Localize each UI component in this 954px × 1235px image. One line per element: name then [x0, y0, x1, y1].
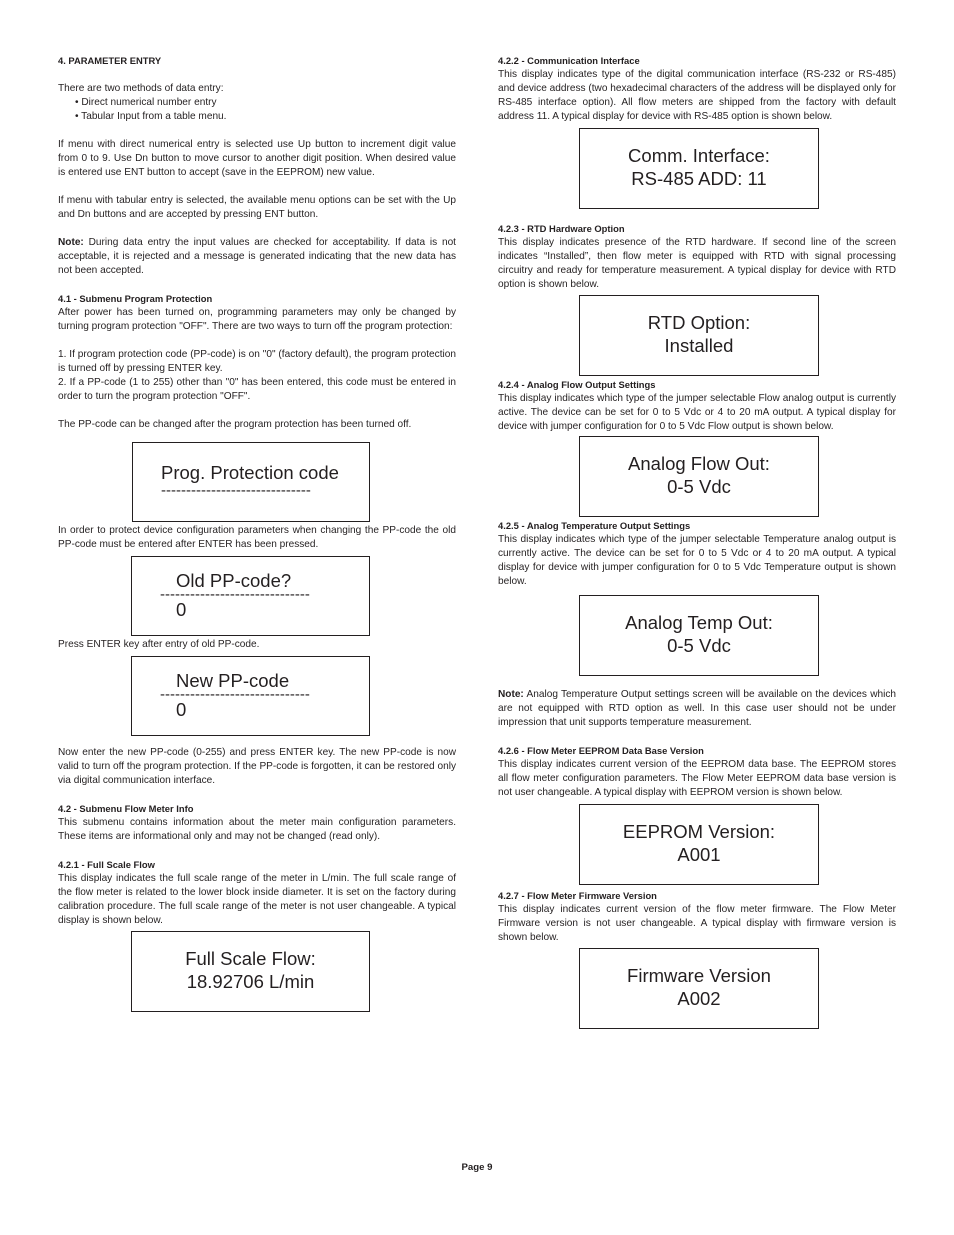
lcd-new-pp-code [131, 656, 370, 736]
paragraph-4-2: This submenu contains information about the meter main configuration parameters. These items are informational only and may not be changed (read only). [58, 817, 456, 842]
paragraph-old-pp-intro: In order to protect device configuration parameters when changing the PP-code the old PP-code must be entered after ENTER has been pressed. [58, 525, 456, 550]
lcd-dashes: ------------------------------ [160, 686, 310, 703]
note-paragraph-right [498, 688, 896, 730]
paragraph-4-2-2: This display indicates type of the digital communication interface (RS-232 or RS-485) and device address (two hexadecimal characters of the address will be displayed only for RS-485 interface option). All flow meters are shipped from the factory with default address 11. A typical display for device with RS-485 option is shown below. [498, 69, 896, 122]
lcd-line-2: Installed [664, 335, 734, 356]
lcd-line-2: 18.92706 L/min [186, 971, 315, 992]
paragraph-4-2-5: This display indicates which type of the jumper selectable Temperature analog output is currently active. The device can be set for 0 to 5 Vdc or 4 to 20 mA output. A typical display for device with jumper configuration for 0 to 5 Vdc Temperature output is shown below. [498, 534, 896, 587]
section-heading-4-2: 4.2 - Submenu Flow Meter Info [58, 803, 194, 814]
lcd-line-1: RTD Option: [647, 312, 751, 333]
right-column [498, 54, 896, 1029]
paragraph-4-1-c: 2. If a PP-code (1 to 255) other than "0" has been entered, this code must be entered in order to turn the program protection "OFF". [58, 377, 456, 402]
lcd-line-1: Analog Temp Out: [625, 612, 773, 633]
lcd-line-2: 0-5 Vdc [667, 476, 731, 497]
lcd-line-1: Comm. Interface: [628, 145, 770, 166]
lcd-rtd-option [579, 295, 819, 376]
section-heading-parameter-entry: 4. PARAMETER ENTRY [58, 55, 162, 66]
lcd-line-1: Analog Flow Out: [628, 453, 770, 474]
left-column [58, 54, 456, 1012]
paragraph-4-2-1: This display indicates the full scale range of the meter in L/min. The full scale range of the flow meter is related to the lower block inside diameter. It is set on the factory during calibration procedure. The full scale range of the meter is not user changeable. A typical display is shown below. [58, 873, 456, 926]
lcd-line-2: 0 [176, 599, 187, 620]
section-heading-4-2-1: 4.2.1 - Full Scale Flow [58, 859, 155, 870]
paragraph-4-2-7: This display indicates current version of the flow meter firmware. The Flow Meter Firmware version is not user changeable. A typical display with firmware version is shown below. [498, 904, 896, 943]
lcd-line-1: Firmware Version [627, 965, 771, 986]
section-heading-4-2-4: 4.2.4 - Analog Flow Output Settings [498, 379, 656, 390]
page-number: Page 9 [461, 1162, 493, 1173]
lcd-analog-temp-out [579, 595, 819, 676]
paragraph-4-2-4: This display indicates which type of the jumper selectable Flow analog output is currently active. The device can be set for 0 to 5 Vdc or 4 to 20 mA output. A typical display for device with jumper configuration for 0 to 5 Vdc Flow output is shown below. [498, 393, 896, 432]
section-heading-4-2-6: 4.2.6 - Flow Meter EEPROM Data Base Version [498, 745, 704, 756]
lcd-line-1: Full Scale Flow: [185, 948, 316, 969]
note-text: During data entry the input values are checked for acceptability. If data is not acceptable, it is rejected and a message is generated indicating that the new data has not been accepted. [58, 237, 456, 276]
paragraph-new-pp: Now enter the new PP-code (0-255) and press ENTER key. The new PP-code is now valid to turn off the program protection. If the PP-code is forgotten, it can be restored only via digital communication interface. [58, 747, 456, 786]
section-heading-4-2-3: 4.2.3 - RTD Hardware Option [498, 223, 625, 234]
note-label: Note: [498, 689, 524, 700]
lcd-line-2: A002 [677, 988, 721, 1009]
lcd-line-2: RS-485 ADD: 11 [631, 168, 767, 189]
lcd-line-2: 0 [176, 699, 187, 720]
note-paragraph [58, 236, 456, 278]
section-heading-4-1: 4.1 - Submenu Program Protection [58, 293, 213, 304]
lcd-line-1: Old PP-code? [176, 570, 292, 591]
lcd-eeprom-version [579, 804, 819, 885]
paragraph-direct-entry: If menu with direct numerical entry is selected use Up button to increment digit value from 0 to 9. Use Dn button to move cursor to another digit position. When desired value is entered use ENT button to accept (save in the EEPROM) new value. [58, 139, 456, 178]
lcd-firmware-version [579, 948, 819, 1029]
lcd-dashes: ------------------------------ [160, 586, 310, 603]
lcd-line-1: Prog. Protection code [161, 462, 339, 483]
section-heading-4-2-5: 4.2.5 - Analog Temperature Output Settings [498, 520, 691, 531]
lcd-line-2: A001 [677, 844, 721, 865]
paragraph-4-1-b: 1. If program protection code (PP-code) is on "0" (factory default), the program protection is turned off by pressing ENTER key. [58, 349, 456, 374]
bullet-tabular: • Tabular Input from a table menu. [75, 111, 227, 122]
paragraph-4-2-3: This display indicates presence of the RTD hardware. If second line of the screen indicates “Installed”, then flow meter is equipped with RTD with signal processing circuitry and ready for temperature measurement. A typical display for device with RTD option is shown below. [498, 237, 896, 290]
paragraph-4-1-d: The PP-code can be changed after the program protection has been turned off. [58, 419, 412, 430]
lcd-comm-interface [579, 128, 819, 209]
note-text: Analog Temperature Output settings screen will be available on the devices which are not equipped with RTD option as well. In this case user should not be under impression that unit supports temperature measurement. [498, 689, 896, 728]
lcd-prog-protection [132, 442, 370, 522]
note-label: Note: [58, 237, 84, 248]
lcd-line-2: 0-5 Vdc [667, 635, 731, 656]
paragraph-intro: There are two methods of data entry: [58, 83, 224, 94]
lcd-line-1: EEPROM Version: [622, 821, 776, 842]
paragraph-4-1-a: After power has been turned on, programming parameters may only be changed by turning program protection "OFF". There are two ways to turn off the program protection: [58, 307, 456, 332]
lcd-full-scale-flow [131, 931, 370, 1012]
paragraph-tabular-entry: If menu with tabular entry is selected, the available menu options can be set with the Up and Dn buttons and are accepted by pressing ENT button. [58, 195, 456, 220]
section-heading-4-2-2: 4.2.2 - Communication Interface [498, 55, 640, 66]
lcd-old-pp-code [131, 556, 370, 636]
lcd-dashes: ------------------------------ [161, 482, 311, 499]
paragraph-press-enter: Press ENTER key after entry of old PP-code. [58, 639, 260, 650]
bullet-direct: • Direct numerical number entry [75, 97, 217, 108]
lcd-analog-flow-out [579, 436, 819, 517]
paragraph-4-2-6: This display indicates current version of the EEPROM data base. The EEPROM stores all flow meter configuration parameters. The Flow Meter EEPROM data base version is not user changeable. A typical display with EEPROM version is shown below. [498, 759, 896, 798]
lcd-line-1: New PP-code [176, 670, 290, 691]
section-heading-4-2-7: 4.2.7 - Flow Meter Firmware Version [498, 890, 657, 901]
